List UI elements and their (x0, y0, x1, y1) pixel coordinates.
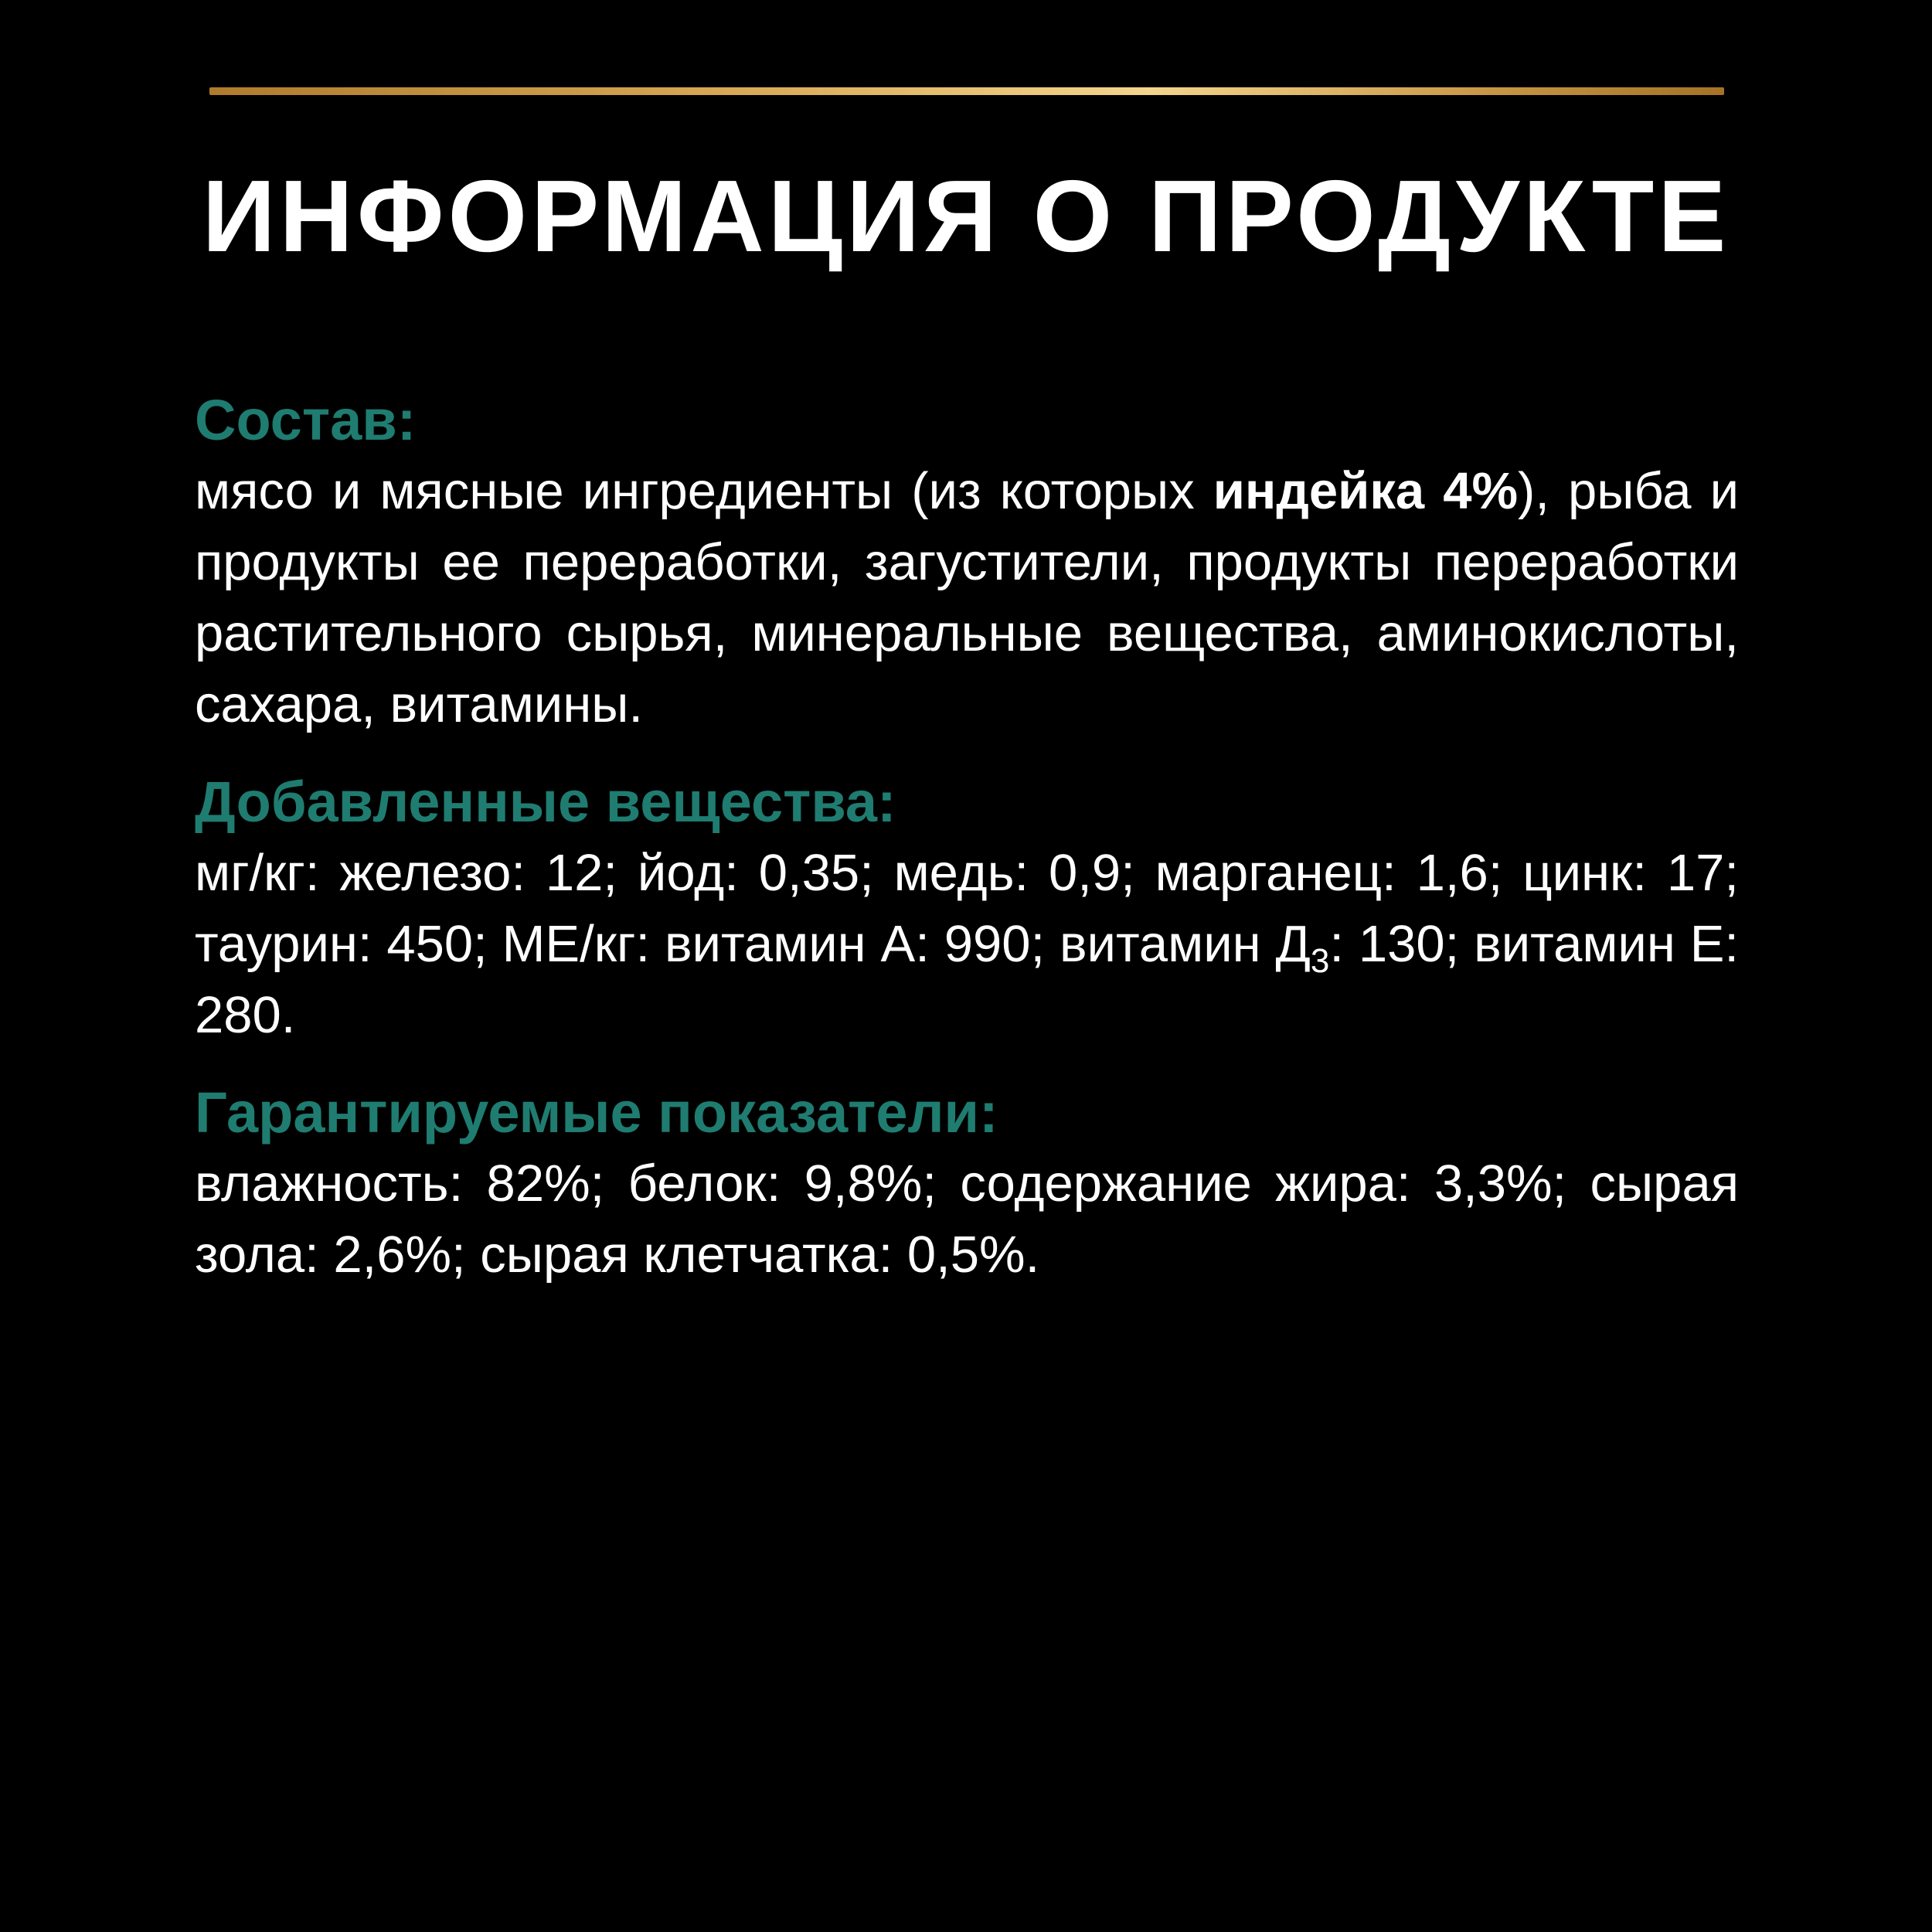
composition-text-end: ), рыба и продукты ее переработки, загустители, продукты переработки растительного сырья, минеральные вещества, аминокислоты, сахара, витамины. (195, 462, 1739, 733)
composition-text (195, 456, 1739, 740)
vitamin-d-subscript: 3 (1310, 942, 1330, 980)
composition-text-start: мясо и мясные ингредиенты (из которых (195, 462, 1213, 520)
additives-text-start: мг/кг: железо: 12; йод: 0,35; медь: 0,9; марганец: 1,6; цинк: 17; таурин: 450; МЕ/кг: витамин А: 990; витамин Д (195, 844, 1739, 973)
product-info-content (195, 385, 1739, 1317)
composition-heading: Состав: (195, 388, 417, 452)
composition-section (195, 385, 1739, 740)
analysis-section (195, 1077, 1739, 1291)
additives-text (195, 838, 1739, 1051)
additives-text-end: : 130; витамин Е: 280. (195, 915, 1739, 1044)
additives-section (195, 767, 1739, 1051)
analysis-heading: Гарантируемые показатели: (195, 1080, 998, 1145)
additives-heading: Добавленные вещества: (195, 770, 896, 834)
page-title: ИНФОРМАЦИЯ О ПРОДУКТЕ (202, 159, 1730, 273)
gold-divider (209, 87, 1724, 95)
analysis-text: влажность: 82%; белок: 9,8%; содержание жира: 3,3%; сырая зола: 2,6%; сырая клетчатка: 0,5%. (195, 1155, 1739, 1284)
turkey-percentage: индейка 4% (1213, 462, 1519, 520)
